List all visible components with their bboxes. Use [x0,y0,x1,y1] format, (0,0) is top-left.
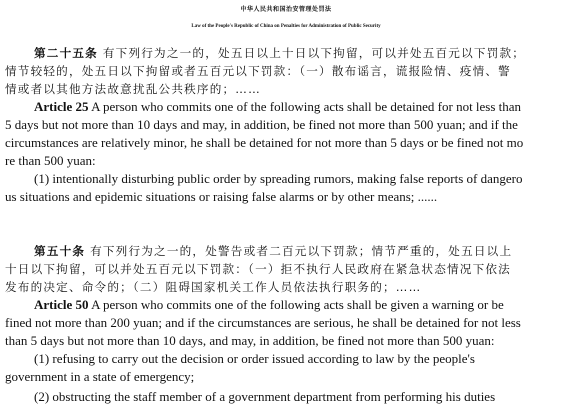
article50-en-line1 [34,297,504,313]
article50-en-text1: A person who commits one of the following acts shall be given a warning or be [91,297,504,312]
article25-en-line4: re than 500 yuan: [5,153,96,168]
article25-zh-line2: 情节较轻的，处五日以下拘留或者五百元以下罚款：（一）散布谣言，谎报险情、疫情、警 [5,64,511,78]
document-title-chinese: 中华人民共和国治安管理处罚法 [240,6,332,13]
article50-en-line3: than 5 days but not more than 10 days, and may, in addition, be fined not more than 500 yuan: [5,333,495,348]
article50-zh-text1: 有下列行为之一的，处警告或者二百元以下罚款；情节严重的，处五日以上 [90,244,513,258]
article50-en-line2: fined not more than 200 yuan; and if the circumstances are serious, he shall be detained for not less [5,315,521,330]
article50-en-lead: Article 50 [34,297,89,312]
article50-zh-line2: 十日以下拘留，可以并处五百元以下罚款：（一）拒不执行人民政府在紧急状态情况下依法 [5,262,511,276]
article25-en-lead: Article 25 [34,99,89,114]
article50-en-line6: (2) obstructing the staff member of a government department from performing his duties [34,389,496,404]
article25-en-line6: us situations and epidemic situations or raising false alarms or by other means; ...... [5,189,438,204]
article25-en-line3: circumstances are relatively minor, he shall be detained for not more than 5 days or be fined not mo [5,135,524,150]
article25-zh-text1: 有下列行为之一的，处五日以上十日以下拘留，可以并处五百元以下罚款； [102,46,526,60]
article50-zh-line1 [34,243,512,259]
article25-en-text1: A person who commits one of the following acts shall be detained for not less than [91,99,522,114]
article25-en-line2: 5 days but not more than 10 days and may, in addition, be fined not more than 500 yuan; and if the [5,117,518,132]
article25-en-line1 [34,99,521,115]
article25-zh-line3: 情或者以其他方法故意扰乱公共秩序的；…… [5,82,261,96]
article50-zh-lead: 第五十条 [34,244,86,258]
article50-en-line5: government in a state of emergency; [5,369,195,384]
article50-en-line4: (1) refusing to carry out the decision or order issued according to law by the people's [34,351,475,366]
article25-zh-lead: 第二十五条 [34,46,98,60]
document-title-english: Law of the People's Republic of China on Penalties for Administration of Public Security [191,24,381,29]
article25-en-line5: (1) intentionally disturbing public order by spreading rumors, making false reports of dangero [34,171,523,186]
article50-zh-line3: 发布的决定、命令的；（二）阻碍国家机关工作人员依法执行职务的；…… [5,280,422,294]
article25-zh-line1 [34,45,525,61]
